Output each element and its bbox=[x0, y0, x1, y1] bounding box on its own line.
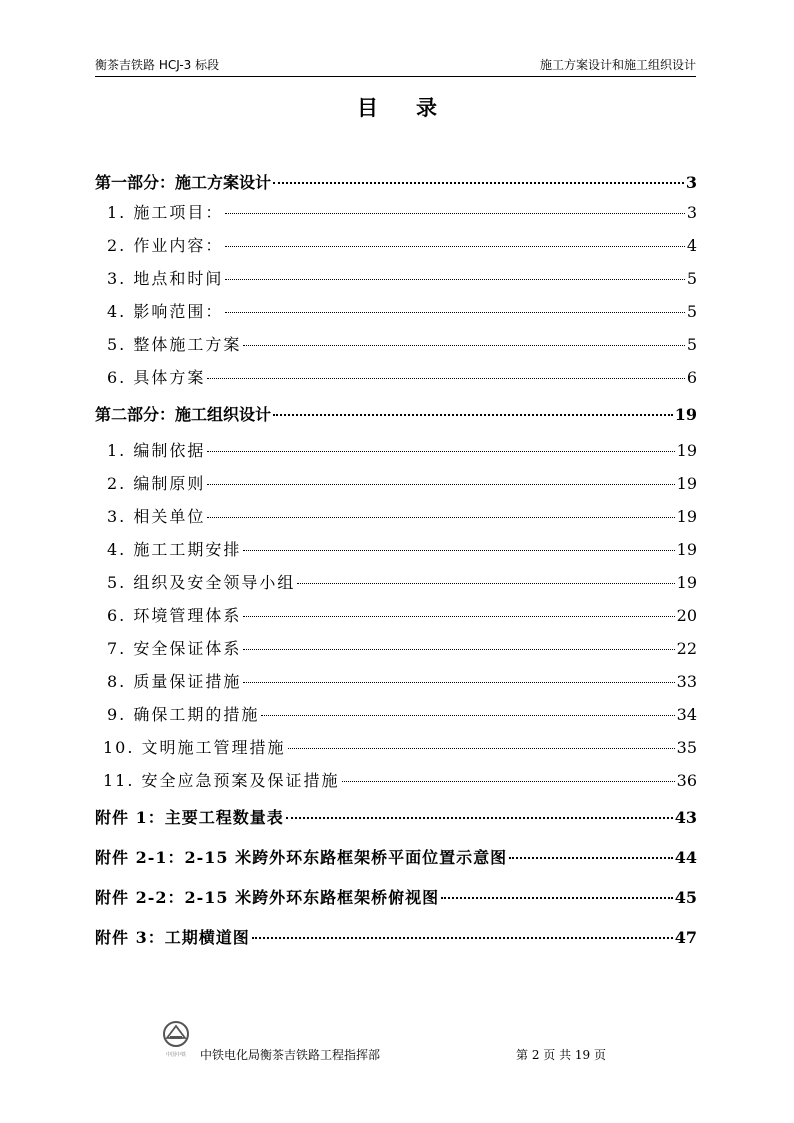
toc-annex-entry[interactable] bbox=[95, 845, 697, 885]
toc-label: 5. 组织及安全领导小组 bbox=[107, 573, 296, 592]
toc-label: 3. 地点和时间 bbox=[107, 269, 224, 288]
toc-page-number: 3 bbox=[686, 203, 697, 222]
toc-page-number: 19 bbox=[676, 507, 697, 526]
page-number: 第 2 页 共 19 页 bbox=[516, 1048, 606, 1062]
toc-leader bbox=[225, 312, 684, 313]
toc-label: 3. 相关单位 bbox=[107, 507, 206, 526]
page-title: 目录 bbox=[357, 95, 475, 120]
toc-leader bbox=[252, 937, 673, 939]
toc-part-1-items bbox=[95, 200, 697, 398]
toc-page-number: 5 bbox=[686, 335, 697, 354]
page-header bbox=[95, 56, 696, 77]
toc-page-number: 35 bbox=[676, 738, 697, 757]
toc-label: 5. 整体施工方案 bbox=[107, 335, 242, 354]
toc-leader bbox=[286, 817, 673, 819]
toc-leader bbox=[297, 583, 674, 584]
toc-leader bbox=[225, 246, 684, 247]
toc-entry[interactable] bbox=[95, 365, 697, 398]
toc-label: 4. 影响范围： bbox=[107, 302, 224, 321]
table-of-contents bbox=[95, 170, 697, 965]
header-doc-title: 施工方案设计和施工组织设计 bbox=[539, 58, 696, 72]
toc-entry[interactable] bbox=[95, 471, 697, 504]
toc-entry[interactable] bbox=[95, 570, 697, 603]
toc-entry[interactable] bbox=[95, 768, 697, 801]
toc-leader bbox=[273, 182, 684, 184]
toc-entry[interactable] bbox=[95, 537, 697, 570]
toc-page-number: 6 bbox=[686, 368, 697, 387]
company-logo-icon bbox=[160, 1020, 192, 1060]
toc-leader bbox=[261, 715, 674, 716]
toc-leader bbox=[243, 345, 684, 346]
toc-label: 附件 3：工期横道图 bbox=[95, 928, 250, 947]
toc-leader bbox=[288, 748, 675, 749]
toc-entry[interactable] bbox=[95, 438, 697, 471]
toc-label: 7. 安全保证体系 bbox=[107, 639, 242, 658]
toc-label: 附件 2-2：2-15 米跨外环东路框架桥俯视图 bbox=[95, 888, 440, 907]
toc-page-number: 19 bbox=[676, 441, 697, 460]
toc-label: 10. 文明施工管理措施 bbox=[103, 738, 286, 757]
toc-label: 8. 质量保证措施 bbox=[107, 672, 242, 691]
toc-leader bbox=[243, 649, 674, 650]
toc-entry[interactable] bbox=[95, 504, 697, 537]
toc-entry[interactable] bbox=[95, 603, 697, 636]
toc-page-number: 20 bbox=[676, 606, 697, 625]
toc-page-number: 3 bbox=[685, 173, 697, 192]
toc-page-number: 36 bbox=[676, 771, 697, 790]
header-project: 衡茶吉铁路 HCJ-3 标段 bbox=[95, 58, 220, 72]
toc-label: 第二部分：施工组织设计 bbox=[95, 405, 272, 424]
toc-page-number: 34 bbox=[676, 705, 697, 724]
toc-part-2-items bbox=[95, 438, 697, 801]
toc-page-number: 47 bbox=[674, 928, 697, 947]
toc-page-number: 33 bbox=[676, 672, 697, 691]
toc-page-number: 44 bbox=[674, 848, 697, 867]
toc-label: 9. 确保工期的措施 bbox=[107, 705, 260, 724]
toc-page-number: 19 bbox=[676, 540, 697, 559]
toc-entry[interactable] bbox=[95, 702, 697, 735]
toc-label: 附件 2-1：2-15 米跨外环东路框架桥平面位置示意图 bbox=[95, 848, 508, 867]
toc-page-number: 19 bbox=[676, 573, 697, 592]
toc-leader bbox=[207, 517, 674, 518]
toc-label: 6. 具体方案 bbox=[107, 368, 206, 387]
toc-leader bbox=[207, 451, 674, 452]
toc-label: 11. 安全应急预案及保证措施 bbox=[103, 771, 340, 790]
logo-text: 中国中铁 bbox=[165, 1052, 187, 1058]
toc-label: 附件 1：主要工程数量表 bbox=[95, 808, 284, 827]
toc-leader bbox=[225, 279, 684, 280]
toc-page-number: 43 bbox=[674, 808, 697, 827]
toc-page-number: 5 bbox=[686, 269, 697, 288]
toc-label: 2. 作业内容： bbox=[107, 236, 224, 255]
toc-label: 2. 编制原则 bbox=[107, 474, 206, 493]
toc-annex-entry[interactable] bbox=[95, 805, 697, 845]
toc-leader bbox=[509, 857, 673, 859]
page-footer bbox=[160, 1020, 640, 1070]
toc-entry[interactable] bbox=[95, 669, 697, 702]
toc-leader bbox=[225, 213, 684, 214]
toc-entry[interactable] bbox=[95, 299, 697, 332]
toc-page-number: 45 bbox=[674, 888, 697, 907]
toc-leader bbox=[207, 484, 674, 485]
toc-page-number: 22 bbox=[676, 639, 697, 658]
toc-entry[interactable] bbox=[95, 233, 697, 266]
toc-leader bbox=[243, 550, 674, 551]
toc-entry[interactable] bbox=[95, 200, 697, 233]
toc-page-number: 19 bbox=[676, 474, 697, 493]
toc-page-number: 19 bbox=[674, 405, 697, 424]
toc-leader bbox=[342, 781, 675, 782]
footer-organization: 中铁电化局衡茶吉铁路工程指挥部 bbox=[200, 1048, 381, 1062]
toc-annexes bbox=[95, 805, 697, 965]
toc-entry[interactable] bbox=[95, 266, 697, 299]
toc-label: 1. 施工项目： bbox=[107, 203, 224, 222]
toc-annex-entry[interactable] bbox=[95, 885, 697, 925]
toc-page-number: 5 bbox=[686, 302, 697, 321]
toc-entry[interactable] bbox=[95, 636, 697, 669]
toc-leader bbox=[243, 682, 674, 683]
toc-part-1[interactable] bbox=[95, 170, 697, 200]
toc-leader bbox=[243, 616, 674, 617]
toc-page-number: 4 bbox=[686, 236, 697, 255]
toc-entry[interactable] bbox=[95, 735, 697, 768]
toc-label: 1. 编制依据 bbox=[107, 441, 206, 460]
toc-annex-entry[interactable] bbox=[95, 925, 697, 965]
toc-label: 4. 施工工期安排 bbox=[107, 540, 242, 559]
toc-leader bbox=[207, 378, 684, 379]
toc-part-2[interactable] bbox=[95, 402, 697, 432]
toc-entry[interactable] bbox=[95, 332, 697, 365]
toc-label: 第一部分：施工方案设计 bbox=[95, 173, 272, 192]
toc-leader bbox=[273, 414, 673, 416]
toc-label: 6. 环境管理体系 bbox=[107, 606, 242, 625]
toc-leader bbox=[441, 897, 673, 899]
